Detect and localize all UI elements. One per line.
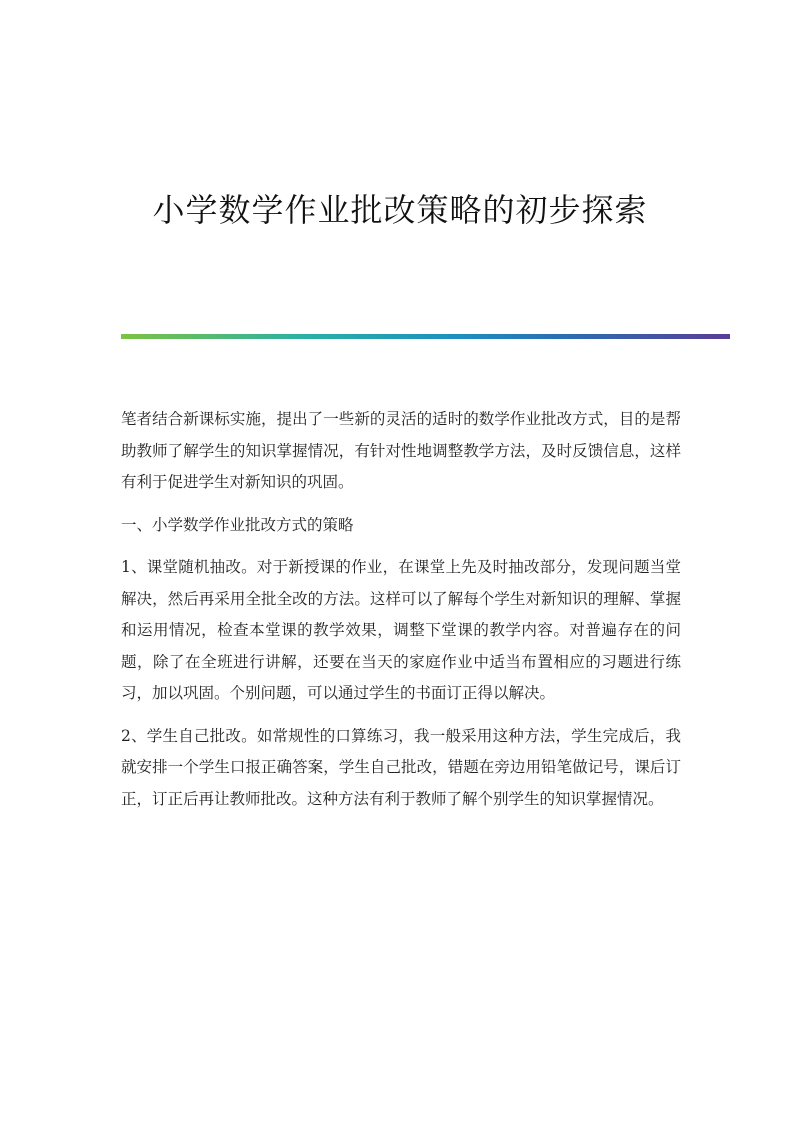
section-heading: 一、小学数学作业批改方式的策略 [121,515,354,534]
intro-paragraph: 笔者结合新课标实施，提出了一些新的灵活的适时的数学作业批改方式，目的是帮助教师了解学生的知识掌握情况，有针对性地调整教学方法，及时反馈信息，这样有利于促进学生对新知识的巩固。 [121,410,681,491]
strategy-paragraph-1: 1、课堂随机抽改。对于新授课的作业，在课堂上先及时抽改部分，发现问题当堂解决，然后再采用全批全改的方法。这样可以了解每个学生对新知识的理解、掌握和运用情况，检查本堂课的教学效果，调整下堂课的教学内容。对普遍存在的问题，除了在全班进行讲解，还要在当天的家庭作业中适当布置相应的习题进行练习，加以巩固。个别问题，可以通过学生的书面订正得以解决。 [121,558,681,702]
strategy-paragraph-2: 2、学生自己批改。如常规性的口算练习，我一般采用这种方法，学生完成后，我就安排一个学生口报正确答案，学生自己批改，错题在旁边用铅笔做记号，课后订正，订正后再让教师批改。这种方法有利于教师了解个别学生的知识掌握情况。 [121,726,681,808]
title-divider [121,334,730,339]
document-body [121,404,681,826]
document-title: 小学数学作业批改策略的初步探索 [152,191,648,229]
